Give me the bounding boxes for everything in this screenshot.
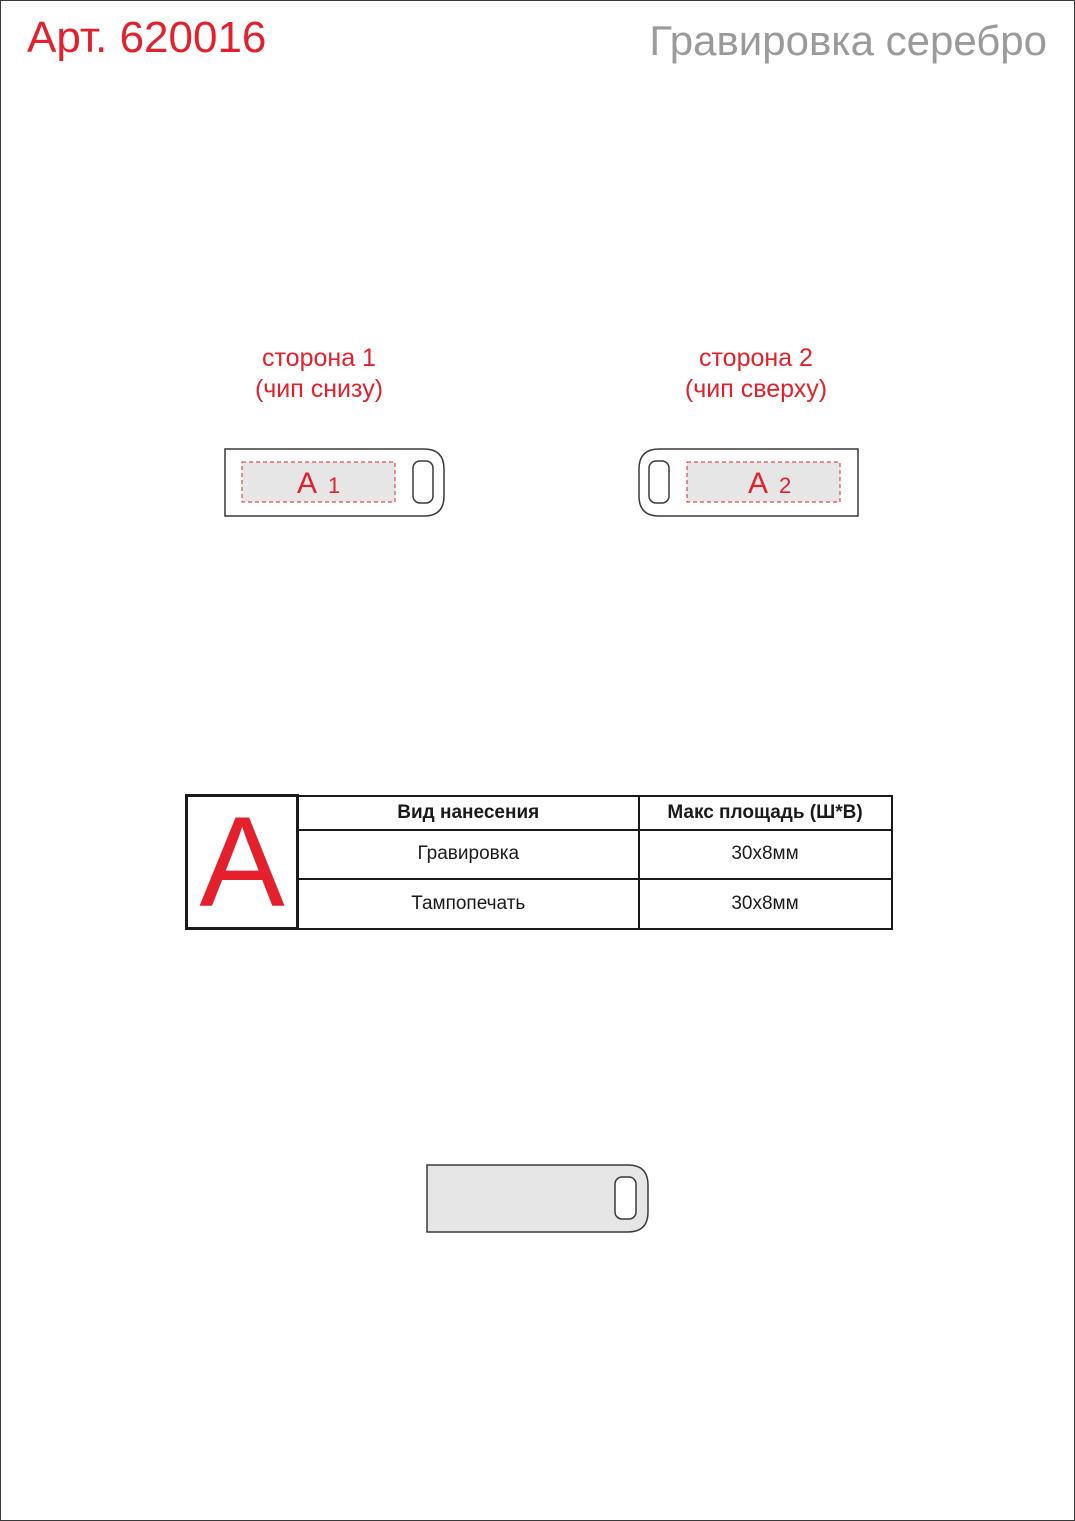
column-header-method: Вид нанесения — [298, 796, 639, 830]
zone-a1-letter: A — [296, 467, 318, 500]
side-2-subtitle: (чип сверху) — [684, 375, 828, 403]
side-2-label — [626, 343, 886, 405]
table-cell-max-area: 30x8мм — [639, 879, 892, 929]
engraving-area-a1 — [242, 462, 395, 502]
table-cell-method: Гравировка — [298, 830, 639, 880]
usb-drive-side-2 — [637, 448, 859, 518]
table-cell-method: Тампопечать — [298, 879, 639, 929]
side-1-title: сторона 1 — [262, 344, 376, 372]
usb-drive-side-1 — [224, 448, 446, 518]
keyring-hole-icon — [413, 461, 433, 503]
zone-a2-letter: A — [747, 467, 769, 500]
keyring-hole-icon — [649, 461, 669, 503]
table-cell-max-area: 30x8мм — [639, 830, 892, 880]
side-1-label — [189, 343, 449, 405]
usb-drive-preview — [426, 1164, 650, 1234]
column-header-max-area: Макс площадь (Ш*В) — [639, 796, 892, 830]
application-method-title: Гравировка серебро — [649, 17, 1047, 64]
article-number: Арт. 620016 — [27, 13, 267, 62]
side-1-subtitle: (чип снизу) — [254, 375, 384, 403]
keyring-hole-icon — [615, 1177, 636, 1219]
side-2-title: сторона 2 — [699, 344, 813, 372]
zone-a1-index: 1 — [328, 473, 341, 498]
zone-letter-cell: A — [187, 796, 298, 929]
zone-a2-index: 2 — [779, 473, 792, 498]
application-spec-table — [185, 791, 890, 934]
